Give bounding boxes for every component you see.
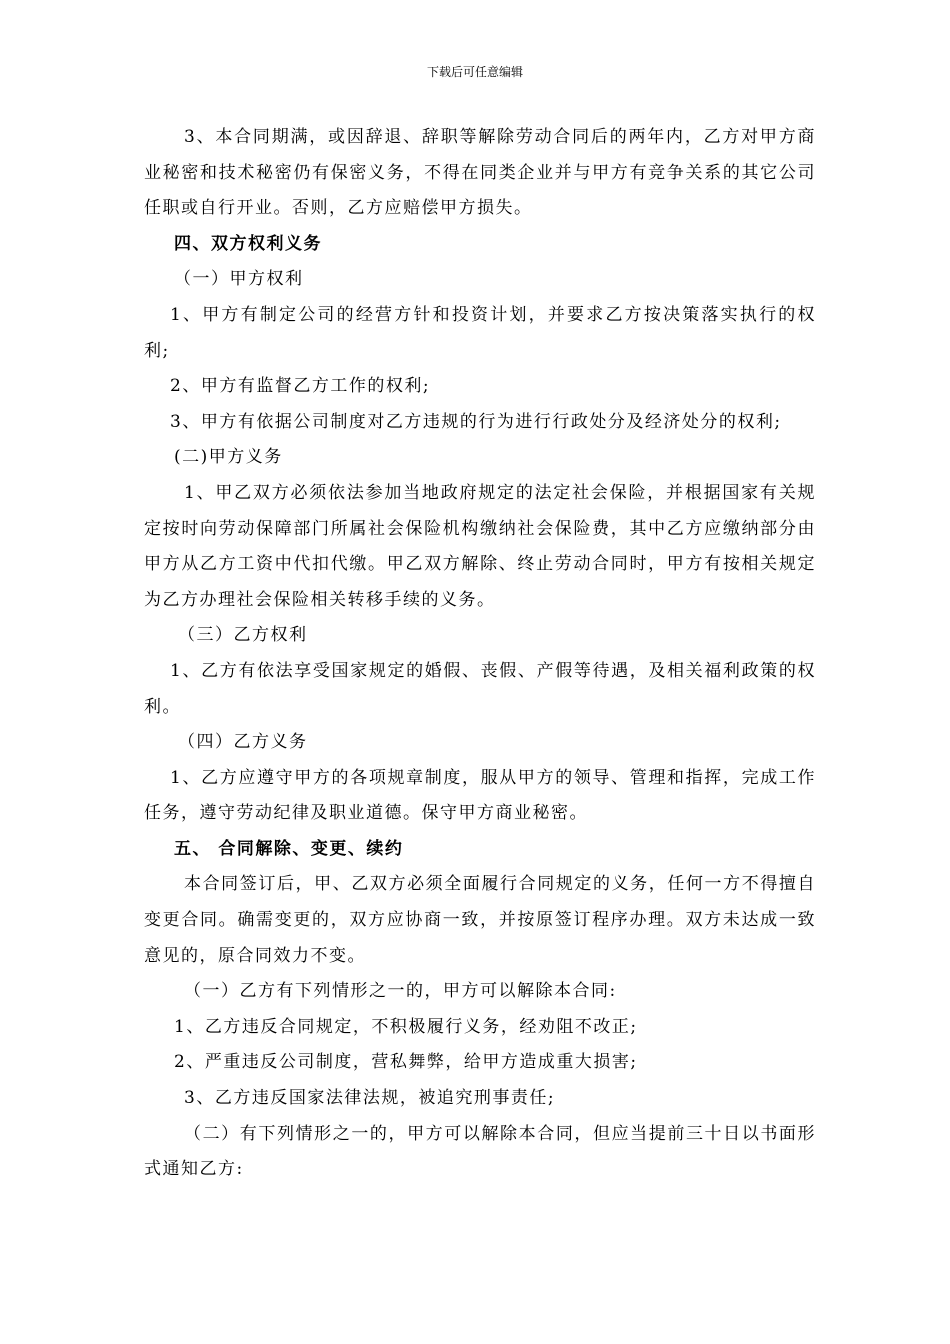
subheading-termination-cases-2: （二）有下列情形之一的，甲方可以解除本合同，但应当提前三十日以书面形式通知乙方: (144, 1123, 816, 1180)
paragraph-social-insurance: 1、甲乙双方必须依法参加当地政府规定的法定社会保险，并根据国家有关规定按时向劳动保障部门所属社会保险机构缴纳社会保险费，其中乙方应缴纳部分由甲方从乙方工资中代扣代缴。甲乙双方解除、终止劳动合同时，甲方有按相关规定为乙方办理社会保险相关转移手续的义务。 (144, 482, 816, 610)
paragraph-party-a-right-3: 3、甲方有依据公司制度对乙方违规的行为进行行政处分及经济处分的权利; (170, 411, 782, 432)
paragraph-contract-change: 本合同签订后，甲、乙双方必须全面履行合同规定的义务，任何一方不得擅自变更合同。确需变更的，双方应协商一致，并按原签订程序办理。双方未达成一致意见的，原合同效力不变。 (144, 874, 816, 966)
paragraph-party-a-right-1: 1、甲方有制定公司的经营方针和投资计划，并要求乙方按决策落实执行的权利; (144, 304, 816, 361)
subheading-party-a-obligations: (二)甲方义务 (174, 447, 283, 468)
paragraph-party-a-right-2: 2、甲方有监督乙方工作的权利; (170, 376, 431, 397)
paragraph-party-b-obligation-1: 1、乙方应遵守甲方的各项规章制度，服从甲方的领导、管理和指挥，完成工作任务，遵守劳动纪律及职业道德。保守甲方商业秘密。 (144, 767, 816, 824)
paragraph-termination-case-3: 3、乙方违反国家法律法规，被追究刑事责任; (184, 1088, 556, 1109)
section-heading-termination: 五、 合同解除、变更、续约 (174, 838, 404, 859)
section-heading-rights-obligations: 四、双方权利义务 (174, 233, 322, 254)
page-header: 下载后可任意编辑 (426, 65, 523, 79)
subheading-party-b-obligations: （四）乙方义务 (178, 732, 308, 753)
subheading-termination-cases-1: （一）乙方有下列情形之一的，甲方可以解除本合同: (184, 981, 617, 1002)
paragraph-confidentiality-clause: 3、本合同期满，或因辞退、辞职等解除劳动合同后的两年内，乙方对甲方商业秘密和技术秘密仍有保密义务，不得在同类企业并与甲方有竞争关系的其它公司任职或自行开业。否则，乙方应赔偿甲方损失。 (144, 127, 816, 219)
paragraph-termination-case-2: 2、严重违反公司制度，营私舞弊，给甲方造成重大损害; (174, 1052, 638, 1073)
subheading-party-a-rights: （一）甲方权利 (174, 269, 304, 290)
subheading-party-b-rights: （三）乙方权利 (178, 625, 308, 646)
document-body (144, 120, 816, 1188)
paragraph-party-b-right-1: 1、乙方有依法享受国家规定的婚假、丧假、产假等待遇，及相关福利政策的权利。 (144, 660, 816, 717)
paragraph-termination-case-1: 1、乙方违反合同规定，不积极履行义务，经劝阻不改正; (174, 1016, 638, 1037)
